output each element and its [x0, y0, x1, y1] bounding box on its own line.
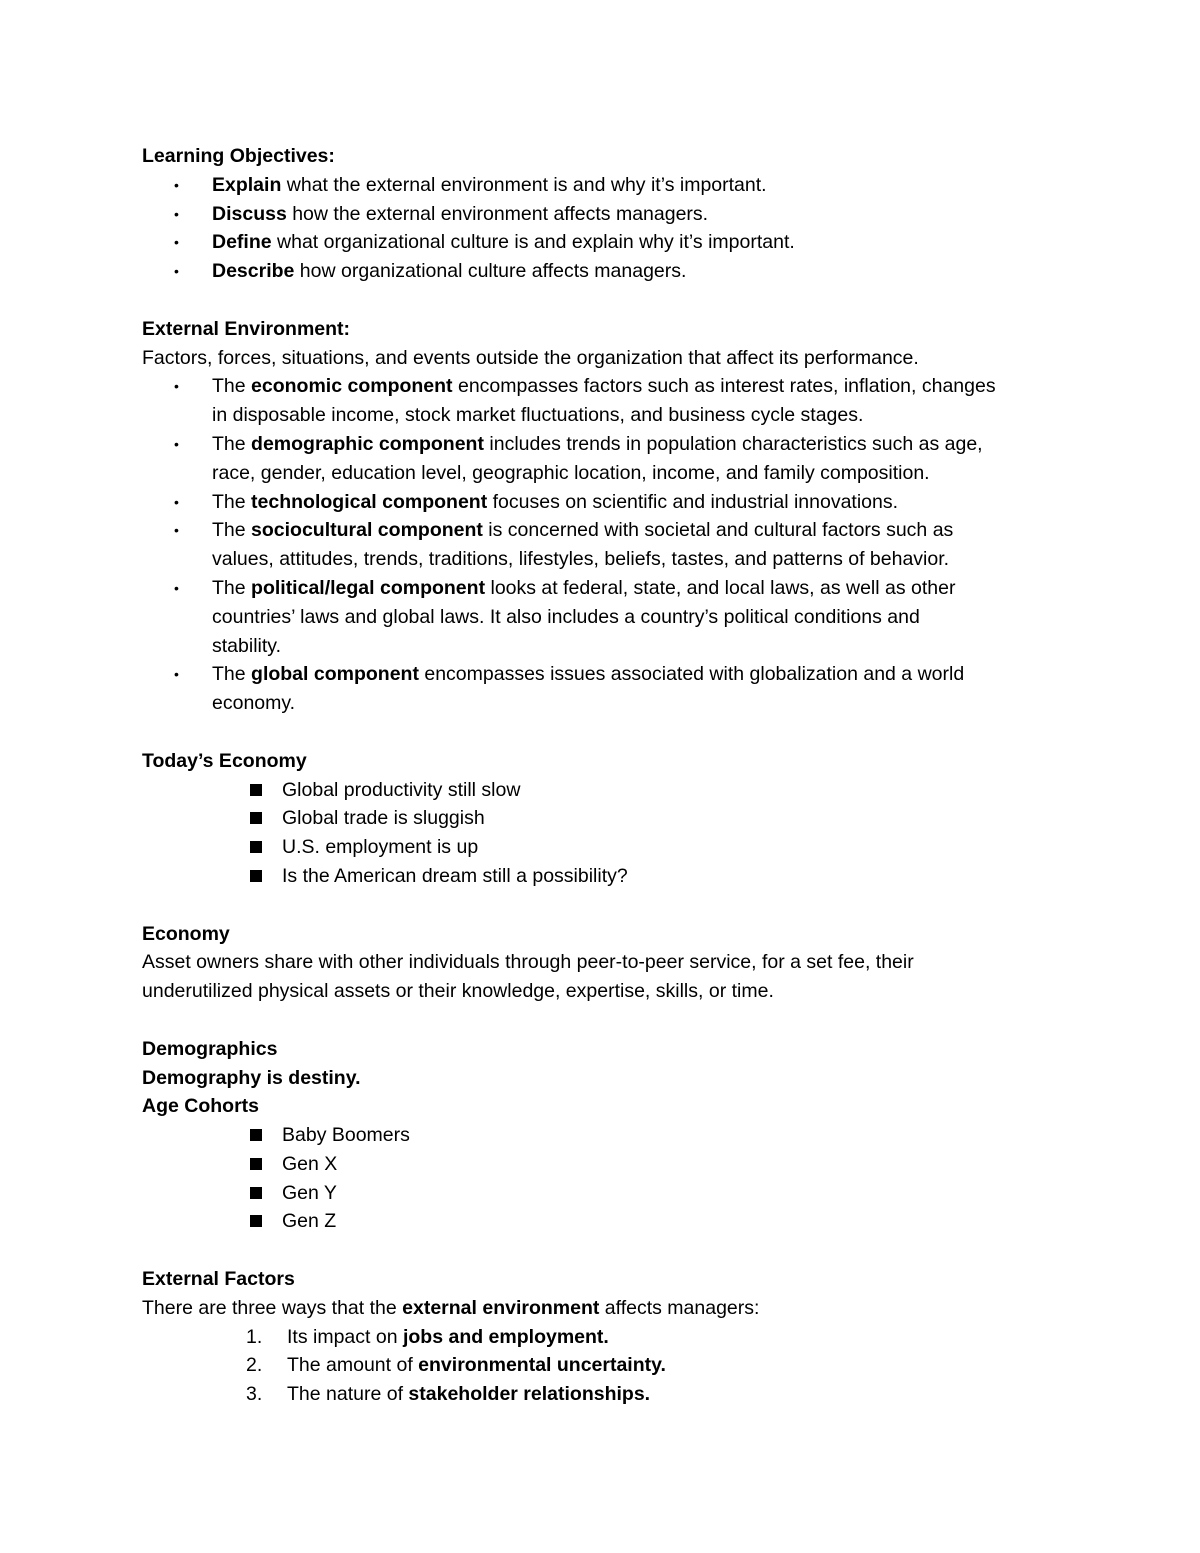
component-text: encompasses issues associated with globalization and a world [418, 663, 965, 686]
component-text: looks at federal, state, and local laws, as well as other [485, 576, 956, 599]
list-item [142, 1351, 1072, 1380]
list-item [142, 776, 1072, 805]
list-item [142, 430, 1072, 488]
component-text-cont: in disposable income, stock market fluctuations, and business cycle stages. [212, 404, 864, 427]
economy-text: Asset owners share with other individuals through peer-to-peer service, for a set fee, their [142, 951, 914, 974]
component-prefix: The [212, 375, 252, 398]
list-item [142, 574, 1072, 660]
component-text: encompasses factors such as interest rates, inflation, changes [452, 375, 996, 398]
list-item-period: . [603, 1325, 609, 1348]
list-item [142, 804, 1072, 833]
spacer [142, 891, 1072, 920]
component-text: is concerned with societal and cultural factors such as [482, 519, 954, 542]
list-item-bold: environmental uncertainty [418, 1354, 661, 1377]
bullet-icon: • [174, 378, 179, 395]
demographics-subheading: Demography is destiny. [142, 1066, 361, 1089]
component-text-cont: countries’ laws and global laws. It also includes a country’s political conditions and [212, 605, 920, 628]
list-item [142, 200, 1072, 229]
objective-text: how organizational culture affects managers. [294, 260, 687, 283]
spacer [142, 1006, 1072, 1035]
todays-economy-list [142, 776, 1072, 891]
intro-bold: external environment [402, 1296, 600, 1319]
component-prefix: The [212, 490, 252, 513]
component-name: economic component [251, 375, 453, 398]
component-text: focuses on scientific and industrial innovations. [487, 490, 899, 513]
list-item [142, 862, 1072, 891]
objective-text: what the external environment is and why it’s important. [281, 173, 767, 196]
square-bullet-icon [250, 1215, 262, 1227]
age-cohorts-heading: Age Cohorts [142, 1095, 259, 1118]
square-bullet-icon [250, 870, 262, 882]
component-text-cont: race, gender, education level, geographic location, income, and family composition. [212, 461, 930, 484]
list-item [142, 1323, 1072, 1352]
external-environment-heading: External Environment: [142, 317, 351, 340]
square-bullet-icon [250, 841, 262, 853]
bullet-icon: • [174, 234, 179, 251]
list-item-text: Its impact on [287, 1325, 403, 1348]
list-item [142, 488, 1072, 517]
economy-heading: Economy [142, 922, 230, 945]
list-item [142, 1150, 1072, 1179]
learning-objectives-list [142, 171, 1072, 286]
objective-verb: Describe [212, 260, 295, 283]
bullet-icon: • [174, 493, 179, 510]
list-item [142, 660, 1072, 718]
square-bullet-icon [250, 1129, 262, 1141]
objective-text: how the external environment affects managers. [286, 202, 709, 225]
bullet-icon: • [174, 176, 179, 193]
intro-text: affects managers: [599, 1296, 760, 1319]
square-bullet-icon [250, 784, 262, 796]
bullet-icon: • [174, 263, 179, 280]
component-text: includes trends in population characteristics such as age, [483, 432, 983, 455]
list-item-text: Gen X [282, 1152, 338, 1175]
component-name: political/legal component [251, 576, 486, 599]
list-item [142, 516, 1072, 574]
component-prefix: The [212, 519, 252, 542]
component-prefix: The [212, 576, 252, 599]
list-item [142, 257, 1072, 286]
component-text-cont: stability. [212, 634, 281, 657]
component-text-cont: values, attitudes, trends, traditions, lifestyles, beliefs, tastes, and patterns of behavior. [212, 548, 950, 571]
external-environment-definition: Factors, forces, situations, and events outside the organization that affect its performance. [142, 346, 919, 369]
objective-verb: Discuss [212, 202, 287, 225]
objective-verb: Define [212, 231, 272, 254]
list-number: 1. [246, 1325, 263, 1348]
economy-text: underutilized physical assets or their knowledge, expertise, skills, or time. [142, 980, 774, 1003]
square-bullet-icon [250, 1187, 262, 1199]
external-factors-list [142, 1323, 1072, 1409]
list-item-text: U.S. employment is up [282, 836, 479, 859]
component-name: sociocultural component [251, 519, 483, 542]
document-page [142, 142, 1072, 1409]
list-number: 3. [246, 1383, 263, 1406]
environment-components-list [142, 372, 1072, 718]
list-item [142, 1179, 1072, 1208]
list-item [142, 1380, 1072, 1409]
external-factors-intro [142, 1294, 1072, 1323]
list-item-text: Global trade is sluggish [282, 807, 485, 830]
component-prefix: The [212, 432, 252, 455]
demographics-heading: Demographics [142, 1037, 278, 1060]
bullet-icon: • [174, 435, 179, 452]
list-item-period: . [660, 1354, 666, 1377]
square-bullet-icon [250, 1158, 262, 1170]
square-bullet-icon [250, 812, 262, 824]
component-name: technological component [251, 490, 488, 513]
list-item-text: Baby Boomers [282, 1124, 410, 1147]
todays-economy-heading: Today’s Economy [142, 749, 307, 772]
list-item-bold: stakeholder relationships [408, 1383, 645, 1406]
objective-verb: Explain [212, 173, 282, 196]
list-item [142, 228, 1072, 257]
list-item [142, 1207, 1072, 1236]
list-item-text: Is the American dream still a possibility? [282, 864, 628, 887]
external-factors-heading: External Factors [142, 1268, 295, 1291]
spacer [142, 286, 1072, 315]
bullet-icon: • [174, 579, 179, 596]
list-item [142, 171, 1072, 200]
list-number: 2. [246, 1354, 263, 1377]
bullet-icon: • [174, 522, 179, 539]
intro-text: There are three ways that the [142, 1296, 403, 1319]
list-item [142, 1121, 1072, 1150]
objective-text: what organizational culture is and explain why it’s important. [271, 231, 795, 254]
list-item-text: Global productivity still slow [282, 778, 521, 801]
list-item-bold: jobs and employment [402, 1325, 604, 1348]
component-name: demographic component [251, 432, 484, 455]
spacer [142, 1236, 1072, 1265]
component-prefix: The [212, 663, 252, 686]
learning-objectives-heading: Learning Objectives: [142, 145, 335, 167]
spacer [142, 718, 1072, 747]
list-item [142, 833, 1072, 862]
list-item-period: . [644, 1383, 651, 1406]
bullet-icon: • [174, 666, 179, 683]
list-item-text: Gen Y [282, 1181, 337, 1204]
bullet-icon: • [174, 205, 179, 222]
list-item-text: Gen Z [282, 1210, 337, 1233]
age-cohorts-list [142, 1121, 1072, 1236]
list-item [142, 372, 1072, 430]
component-name: global component [251, 663, 419, 686]
component-text-cont: economy. [212, 692, 296, 715]
list-item-text: The nature of [287, 1383, 409, 1406]
list-item-text: The amount of [287, 1354, 419, 1377]
